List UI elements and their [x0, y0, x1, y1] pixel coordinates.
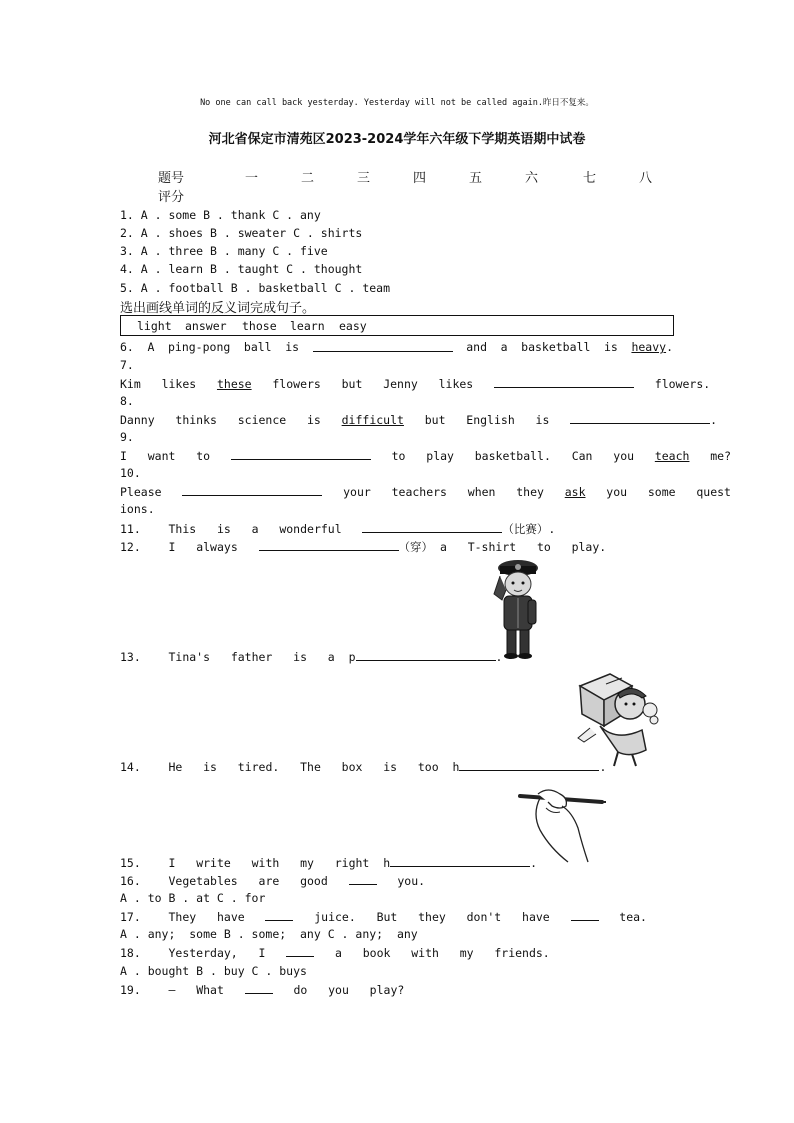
- word: Can: [571, 449, 593, 463]
- word: with: [411, 946, 439, 960]
- word: with: [251, 856, 280, 870]
- question-10-continued: ions.: [120, 502, 155, 516]
- question-number: 7.: [120, 358, 134, 372]
- word: juice.: [314, 910, 356, 924]
- word: Yesterday,: [168, 946, 238, 960]
- hint: （比赛）: [502, 522, 549, 536]
- column-8: 八: [639, 171, 653, 186]
- word: have: [216, 910, 245, 924]
- word: basketball.: [474, 449, 551, 463]
- answer-blank[interactable]: [570, 412, 710, 424]
- question-number: 9.: [120, 430, 134, 444]
- word: box: [341, 760, 363, 774]
- word: science: [237, 413, 287, 427]
- score-label: 评分: [158, 190, 185, 205]
- word: too: [417, 760, 439, 774]
- column-3: 三: [357, 171, 371, 186]
- word: I: [168, 540, 176, 554]
- word: likes: [438, 377, 474, 391]
- word: Kim: [120, 377, 141, 391]
- word: but: [424, 413, 446, 427]
- word: always: [196, 540, 238, 554]
- question-number: 10.: [120, 466, 141, 480]
- word: but: [341, 377, 363, 391]
- question-number: 17.: [120, 910, 141, 924]
- word: quest: [696, 485, 731, 499]
- question-number: 8.: [120, 394, 134, 408]
- answer-blank[interactable]: [459, 759, 599, 771]
- question-9: [120, 448, 731, 463]
- punctuation: .: [530, 856, 538, 870]
- word: play: [426, 449, 454, 463]
- word: T-shirt: [467, 540, 517, 554]
- question-16: [120, 873, 425, 888]
- word: What: [196, 983, 224, 997]
- word: This: [168, 522, 197, 536]
- word: —: [168, 983, 176, 997]
- question-2: 2. A . shoes B . sweater C . shirts: [120, 226, 363, 240]
- word: father: [230, 650, 273, 664]
- answer-blank[interactable]: [231, 448, 371, 460]
- question-19: [120, 982, 404, 997]
- word-bank-item: light: [137, 319, 172, 333]
- question-13: [120, 649, 502, 664]
- answer-blank[interactable]: [356, 649, 496, 661]
- word: likes: [161, 377, 197, 391]
- word: is: [293, 650, 307, 664]
- word: you: [606, 485, 628, 499]
- word: is: [383, 760, 398, 774]
- question-number: 11.: [120, 522, 141, 536]
- word: good: [300, 874, 328, 888]
- question-3: 3. A . three B . many C . five: [120, 244, 328, 258]
- word-bank-item: those: [242, 319, 277, 333]
- word: English: [466, 413, 515, 427]
- question-number: 14.: [120, 760, 141, 774]
- word: me?: [710, 449, 732, 463]
- question-7: [120, 376, 710, 391]
- word: a: [327, 650, 335, 664]
- word: I: [120, 449, 127, 463]
- word: ping-pong: [167, 340, 231, 354]
- word: basketball: [521, 340, 591, 354]
- word: tired.: [237, 760, 280, 774]
- police-officer-picture: [488, 556, 548, 660]
- question-17-options: A . any; some B . some; any C . any; any: [120, 927, 418, 941]
- word: h: [383, 856, 391, 870]
- word: to: [391, 449, 406, 463]
- word: some: [647, 485, 676, 499]
- word: is: [203, 760, 217, 774]
- word: ball: [243, 340, 272, 354]
- word: a: [439, 540, 447, 554]
- column-4: 四: [413, 171, 427, 186]
- question-8: [120, 412, 717, 427]
- underlined-word: heavy: [631, 340, 667, 354]
- word: The: [300, 760, 321, 774]
- answer-blank[interactable]: [259, 539, 399, 551]
- word: flowers.: [654, 377, 711, 391]
- question-5: 5. A . football B . basketball C . team: [120, 281, 391, 295]
- word: p: [348, 650, 356, 664]
- word: Danny: [120, 413, 155, 427]
- word: they: [418, 910, 446, 924]
- underlined-word: difficult: [341, 413, 404, 427]
- question-number: 19.: [120, 983, 141, 997]
- column-6: 六: [525, 171, 539, 186]
- word: is: [603, 340, 618, 354]
- word: when: [467, 485, 496, 499]
- column-5: 五: [469, 171, 483, 186]
- word: want: [147, 449, 176, 463]
- answer-blank[interactable]: [571, 909, 599, 921]
- question-15: [120, 855, 537, 870]
- answer-blank[interactable]: [182, 484, 322, 496]
- word: thinks: [175, 413, 217, 427]
- question-1: 1. A . some B . thank C . any: [120, 208, 321, 222]
- word: I: [168, 856, 176, 870]
- question-number: 12.: [120, 540, 141, 554]
- answer-blank[interactable]: [265, 909, 293, 921]
- word: teachers: [391, 485, 447, 499]
- word: my: [459, 946, 474, 960]
- question-number: 13.: [120, 650, 141, 664]
- word: Tina's: [168, 650, 211, 664]
- question-17: [120, 909, 647, 924]
- row-label: 题号: [158, 171, 185, 186]
- answer-blank[interactable]: [245, 982, 273, 994]
- word: friends.: [494, 946, 550, 960]
- word: 6.: [120, 340, 134, 354]
- word: to: [196, 449, 211, 463]
- word: tea.: [619, 910, 647, 924]
- word: a: [251, 522, 259, 536]
- hint: （穿）: [398, 540, 434, 554]
- word: play.: [571, 540, 607, 554]
- word: do: [293, 983, 308, 997]
- question-18: [120, 945, 550, 960]
- punctuation: .: [548, 522, 556, 536]
- word: Please: [120, 485, 162, 499]
- word-bank-item: learn: [290, 319, 325, 333]
- question-18-options: A . bought B . buy C . buys: [120, 964, 307, 978]
- word: to: [536, 540, 551, 554]
- question-6: [120, 340, 673, 354]
- question-16-options: A . to B . at C . for: [120, 891, 266, 905]
- question-number: 18.: [120, 946, 141, 960]
- word: you.: [397, 874, 426, 888]
- word: play?: [369, 983, 405, 997]
- word: right: [334, 856, 370, 870]
- answer-blank[interactable]: [494, 376, 634, 388]
- word: flowers: [272, 377, 321, 391]
- word: a: [335, 946, 342, 960]
- question-4: 4. A . learn B . taught C . thought: [120, 262, 363, 276]
- word-bank: [120, 315, 674, 336]
- word: are: [258, 874, 280, 888]
- word: your: [343, 485, 371, 499]
- word: is: [306, 413, 321, 427]
- motto: No one can call back yesterday. Yesterday will not be called again.昨日不复来。: [200, 98, 594, 108]
- punctuation: .: [599, 760, 607, 774]
- question-10: [120, 484, 731, 499]
- column-1: 一: [245, 171, 259, 186]
- word: Vegetables: [168, 874, 238, 888]
- word-bank-item: easy: [339, 319, 367, 333]
- carrying-box-picture: [570, 668, 662, 768]
- word: and: [466, 340, 488, 354]
- answer-blank[interactable]: [313, 340, 453, 352]
- question-11: [120, 521, 555, 537]
- word: you: [328, 983, 349, 997]
- hand-writing-picture: [518, 784, 606, 864]
- word: A: [147, 340, 155, 354]
- section-instruction: 选出画线单词的反义词完成句子。: [120, 301, 316, 316]
- underlined-word: ask: [564, 485, 586, 499]
- word: is: [285, 340, 300, 354]
- question-number: 16.: [120, 874, 141, 888]
- column-2: 二: [301, 171, 315, 186]
- word: book: [362, 946, 391, 960]
- question-number: 15.: [120, 856, 141, 870]
- word: have: [522, 910, 550, 924]
- underlined-word: teach: [654, 449, 690, 463]
- word: my: [300, 856, 314, 870]
- answer-blank[interactable]: [362, 521, 502, 533]
- question-12: [120, 539, 606, 555]
- word: a: [500, 340, 508, 354]
- word: h: [452, 760, 460, 774]
- word: is: [216, 522, 231, 536]
- word: But: [376, 910, 398, 924]
- answer-blank[interactable]: [390, 855, 530, 867]
- word: is: [535, 413, 550, 427]
- column-7: 七: [583, 171, 597, 186]
- word-bank-item: answer: [185, 319, 227, 333]
- underlined-word: these: [216, 377, 252, 391]
- punctuation: .: [495, 650, 503, 664]
- word: Jenny: [383, 377, 418, 391]
- punctuation: .: [666, 340, 673, 354]
- word: I: [258, 946, 266, 960]
- word: write: [196, 856, 231, 870]
- word: you: [613, 449, 635, 463]
- answer-blank[interactable]: [349, 873, 377, 885]
- word: they: [516, 485, 544, 499]
- punctuation: .: [710, 413, 718, 427]
- answer-blank[interactable]: [286, 945, 314, 957]
- word: They: [168, 910, 197, 924]
- word: don't: [466, 910, 502, 924]
- question-14: [120, 759, 606, 774]
- page-title: 河北省保定市清苑区2023-2024学年六年级下学期英语期中试卷: [208, 132, 586, 147]
- word: He: [168, 760, 183, 774]
- word: wonderful: [279, 522, 342, 536]
